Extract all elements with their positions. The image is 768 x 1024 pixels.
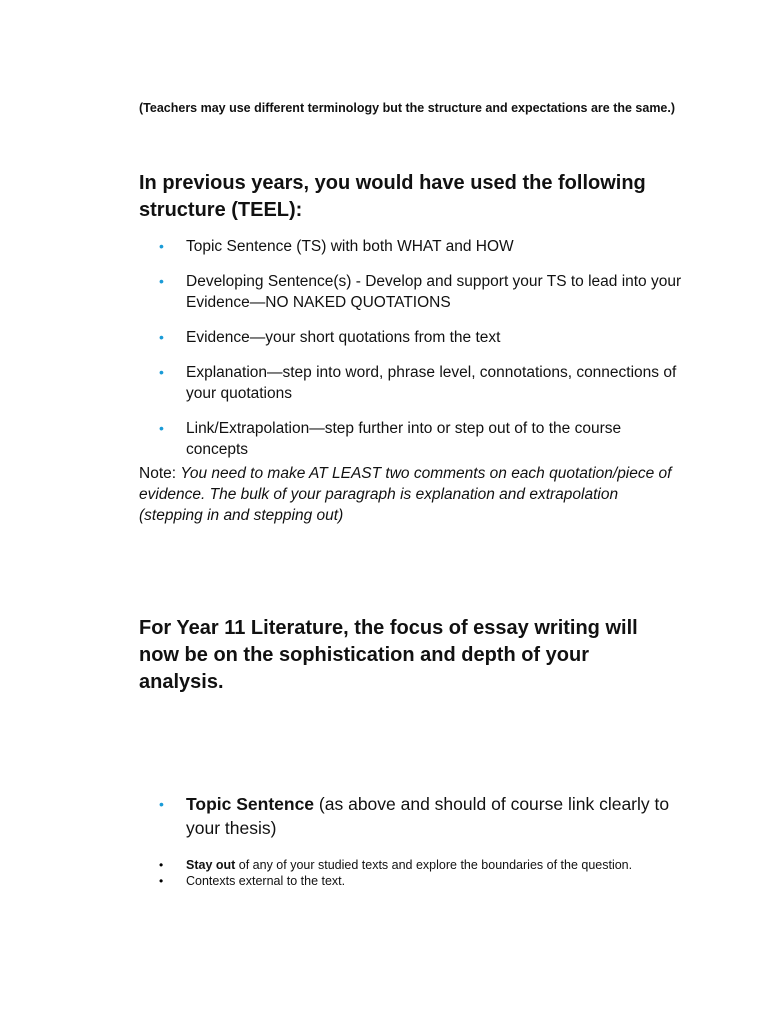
extrapolation-list (139, 857, 699, 889)
list-item (139, 327, 684, 348)
note-text: You need to make AT LEAST two comments on each quotation/piece of evidence. The bulk of your paragraph is explanation and extrapolation (stepping in and stepping out) (139, 465, 672, 524)
bullet-icon: • (159, 796, 164, 812)
bullet-icon: • (159, 858, 164, 872)
year11-heading: For Year 11 Literature, the focus of essay writing will now be on the sophistication and depth of your analysis. (139, 617, 638, 693)
list-item-text: Explanation—step into word, phrase level, connotations, connections of your quotations (186, 364, 677, 402)
list-item-text: Developing Sentence(s) - Develop and support your TS to lead into your Evidence—NO NAKED QUOTATIONS (186, 273, 682, 311)
list-item-text: Evidence—your short quotations from the text (186, 329, 501, 346)
teacher-terminology-note: (Teachers may use different terminology but the structure and expectations are the same.) (139, 101, 676, 115)
bullet-icon: • (159, 874, 164, 888)
list-item (139, 857, 699, 873)
topic-sentence-item (139, 792, 684, 840)
list-item-text: Contexts external to the text. (186, 874, 346, 888)
topic-sentence-text: (as above and should of course link clearly to your thesis) (186, 794, 670, 838)
bullet-icon: • (159, 420, 164, 436)
list-item (139, 271, 684, 313)
bullet-icon: • (159, 364, 164, 380)
list-item-text: Link/Extrapolation—step further into or step out of to the course concepts (186, 420, 622, 458)
list-item-bold: Stay out (186, 858, 236, 872)
list-item (139, 362, 684, 404)
list-item (139, 236, 684, 257)
note-label: Note: (139, 465, 181, 482)
teel-list (139, 236, 684, 460)
list-item-text: of any of your studied texts and explore the boundaries of the question. (235, 858, 633, 872)
list-item (139, 418, 684, 460)
evidence-note (139, 463, 679, 526)
teel-heading: In previous years, you would have used the following structure (TEEL): (139, 172, 646, 221)
bullet-icon: • (159, 238, 164, 254)
list-item (139, 873, 699, 889)
list-item-text: Topic Sentence (TS) with both WHAT and HOW (186, 238, 514, 255)
bullet-icon: • (159, 329, 164, 345)
bullet-icon: • (159, 273, 164, 289)
topic-sentence-label: Topic Sentence (186, 794, 315, 814)
